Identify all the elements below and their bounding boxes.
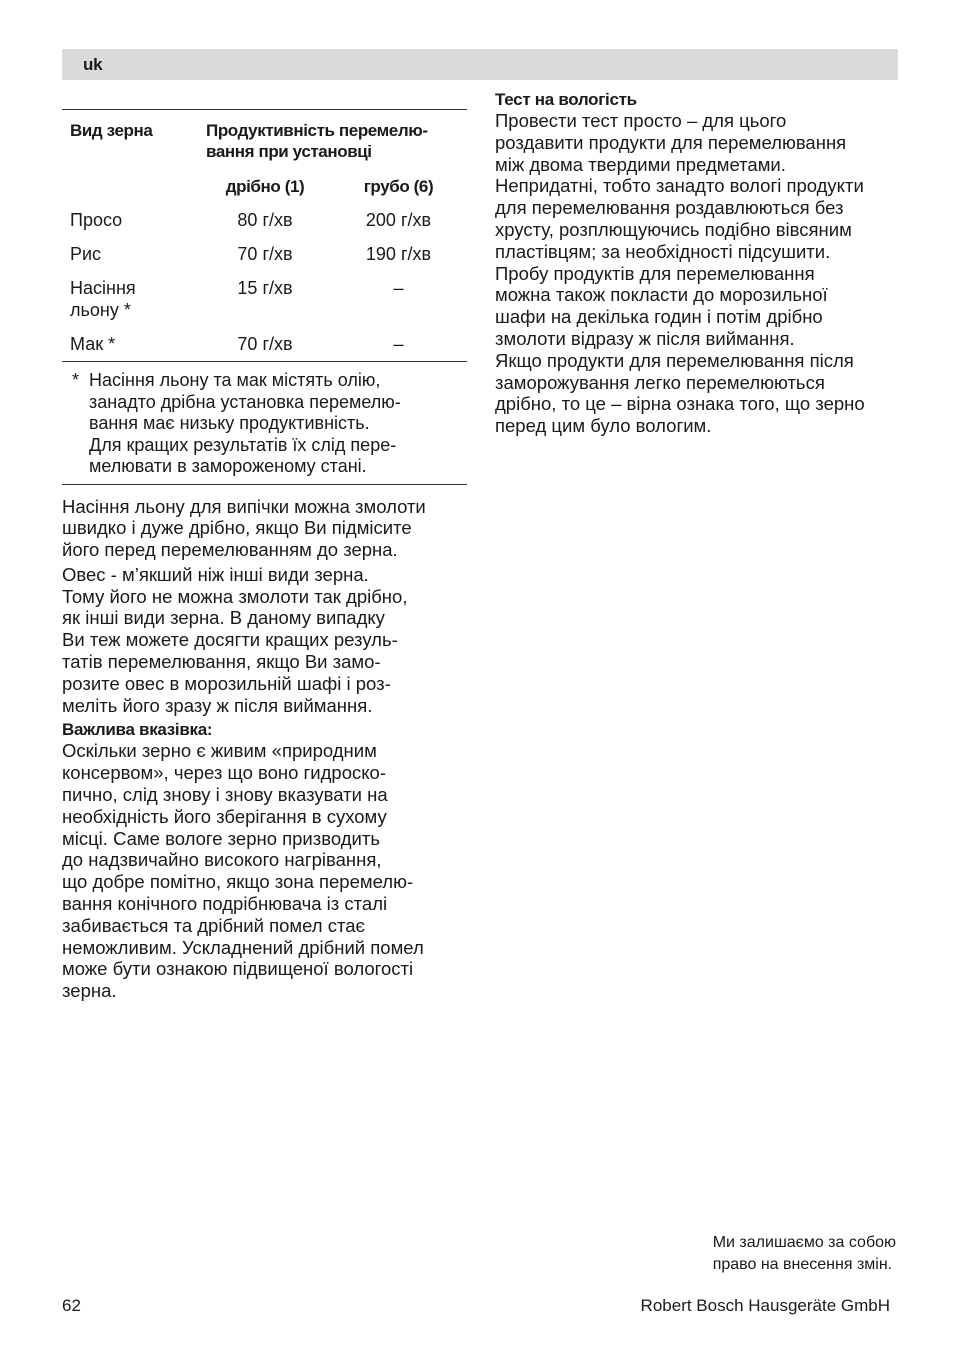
text-line: забивається та дрібний помел стає: [62, 914, 365, 936]
important-note-heading: Важлива вказівка:: [62, 720, 213, 740]
text-line: зерна.: [62, 980, 117, 1002]
text-line: Непридатні, тобто занадто вологі продукти: [495, 175, 864, 197]
value-coarse: –: [393, 278, 404, 298]
text-line: неможливим. Ускладнений дрібний помел: [62, 936, 424, 958]
text-line: що добре помітно, якщо зона перемелю-: [62, 871, 414, 893]
reservation-line1: Ми залишаємо за собою: [712, 1234, 896, 1251]
grain-name: Рис: [70, 244, 102, 264]
language-header-bar: [62, 49, 898, 80]
text-line: необхідність його зберігання в сухому: [62, 805, 387, 827]
left-column: [62, 109, 467, 1002]
subheader-coarse: грубо (6): [363, 177, 434, 196]
reservation-line2: право на внесення змін.: [712, 1256, 893, 1273]
text-line: до надзвичайно високого нагрівання,: [62, 849, 382, 871]
text-line: роздавити продукти для перемелювання: [495, 131, 847, 153]
flax-paragraph: [62, 496, 467, 561]
footnote-line: Насіння льону та мак містять олію,: [89, 370, 381, 390]
text-line: його перед перемелюванням до зерна.: [62, 539, 398, 561]
language-code: uk: [83, 55, 103, 74]
col-header-grain-type: Вид зерна: [70, 121, 153, 140]
table-mid-rule: [62, 361, 467, 362]
text-line: Провести тест просто – для цього: [495, 110, 787, 131]
moisture-test-heading: Тест на вологість: [495, 90, 637, 109]
footnote-star: *: [72, 370, 80, 390]
grain-name-line2: льону *: [70, 300, 131, 320]
value-coarse: 200 г/хв: [365, 210, 432, 230]
text-line: Насіння льону для випічки можна змолоти: [62, 495, 426, 517]
text-line: хрусту, розплющуючись подібно вівсяним: [495, 218, 852, 240]
text-line: Тому його не можна змолоти так дрібно,: [62, 585, 408, 607]
col-header-performance-line1: Продуктивність перемелю-: [206, 121, 428, 140]
text-line: заморожування легко перемелюються: [495, 371, 825, 393]
table-row: [62, 197, 467, 231]
table-row: [62, 321, 467, 361]
value-coarse: –: [393, 334, 404, 354]
value-coarse: 190 г/хв: [365, 244, 432, 264]
text-line: змолоти відразу ж після виймання.: [495, 327, 795, 349]
text-line: татів перемелювання, якщо Ви замо-: [62, 651, 381, 673]
value-fine: 15 г/хв: [237, 278, 293, 298]
text-line: для перемелювання роздавлюються без: [495, 197, 844, 219]
page-number: 62: [62, 1296, 81, 1315]
text-line: Оскільки зерно є живим «природним: [62, 740, 377, 762]
text-line: дрібно, то це – вірна ознака того, що зерно: [495, 393, 865, 415]
moisture-test-paragraph: [495, 110, 900, 437]
oats-paragraph: [62, 564, 467, 717]
text-line: шафи на декілька годин і потім дрібно: [495, 306, 823, 328]
text-line: вання конічного подрібнювача із сталі: [62, 893, 388, 915]
footnote-line: занадто дрібна установка перемелю-: [89, 391, 401, 412]
col-header-performance-line2: вання при установці: [206, 142, 372, 161]
text-line: Овес - м’якший ніж інші види зерна.: [62, 563, 369, 585]
text-line: пластівцям; за необхідності підсушити.: [495, 240, 831, 262]
text-line: меліть його зразу ж після виймання.: [62, 694, 373, 716]
text-line: пично, слід знову і знову вказувати на: [62, 784, 388, 806]
right-column: [495, 89, 900, 437]
important-note-paragraph: [62, 740, 467, 1002]
table-header-row: [62, 110, 467, 162]
text-line: швидко і дуже дрібно, якщо Ви підмісите: [62, 517, 412, 539]
grain-name: [62, 265, 200, 321]
table-footnote: [62, 370, 467, 478]
footnote-line: мелювати в замороженому стані.: [89, 456, 367, 476]
text-line: розите овес в морозильній шафі і роз-: [62, 672, 391, 694]
text-line: між двома твердими предметами.: [495, 153, 786, 175]
text-line: Пробу продуктів для перемелювання: [495, 262, 815, 284]
text-line: як інші види зерна. В даному випадку: [62, 607, 385, 629]
value-fine: 80 г/хв: [237, 210, 293, 230]
value-fine: 70 г/хв: [237, 244, 293, 264]
grinding-performance-table: [62, 110, 467, 361]
footnote-line: вання має низьку продуктивність.: [89, 413, 370, 433]
text-line: перед цим було вологим.: [495, 415, 712, 437]
value-fine: 70 г/хв: [237, 334, 293, 354]
col-header-performance: [200, 110, 467, 162]
text-line: консервом», через що воно гидроско-: [62, 762, 387, 784]
grain-name: Просо: [70, 210, 123, 230]
grain-name: Мак *: [70, 334, 116, 354]
text-line: можна також покласти до морозильної: [495, 284, 828, 306]
company-name: Robert Bosch Hausgeräte GmbH: [640, 1296, 890, 1315]
table-row: [62, 231, 467, 265]
footnote-line: Для кращих результатів їх слід пере-: [89, 434, 397, 455]
table-subheader-row: [62, 162, 467, 197]
text-line: може бути ознакою підвищеної вологості: [62, 958, 414, 980]
text-line: Ви теж можете досягти кращих резуль-: [62, 629, 398, 651]
text-line: місці. Саме вологе зерно призводить: [62, 827, 380, 849]
reservation-note: [713, 1232, 896, 1276]
table-row: [62, 265, 467, 321]
grain-name-line1: Насіння: [70, 278, 136, 298]
text-line: Якщо продукти для перемелювання після: [495, 349, 854, 371]
subheader-fine: дрібно (1): [225, 177, 305, 196]
